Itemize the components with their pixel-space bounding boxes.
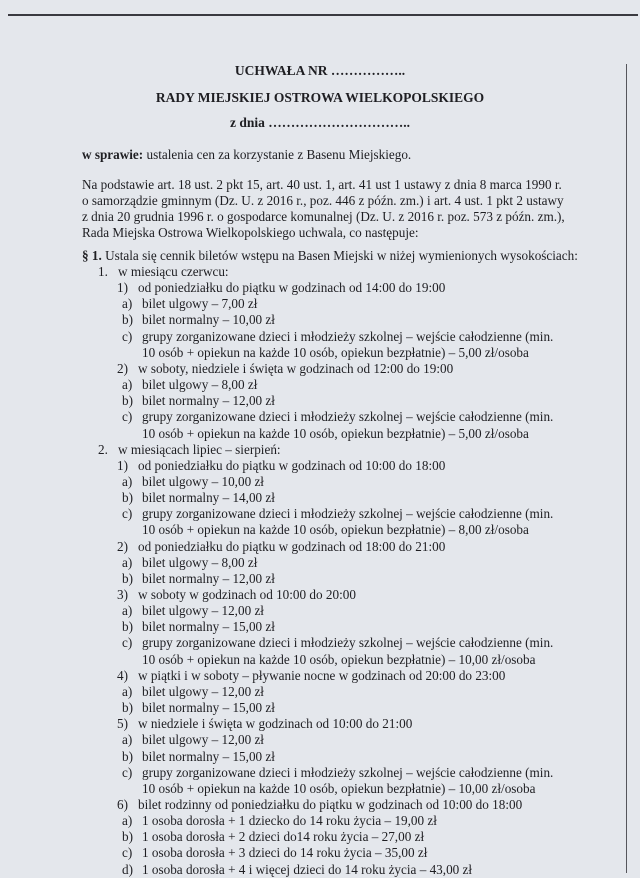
list-item: bilet ulgowy – 10,00 zł	[142, 473, 264, 489]
list-marker: 2)	[117, 538, 128, 554]
list-item: bilet rodzinny od poniedziałku do piątku w godzinach od 10:00 do 18:00	[138, 796, 523, 812]
section-label: § 1.	[82, 248, 102, 263]
list-marker: a)	[122, 473, 133, 489]
list-marker: a)	[122, 554, 133, 570]
list-item: bilet ulgowy – 12,00 zł	[142, 732, 264, 748]
list-item: grupy zorganizowane dzieci i młodzieży szkolnej – wejście całodzienne (min.	[142, 635, 554, 651]
list-marker: a)	[122, 683, 133, 699]
list-marker: b)	[122, 829, 133, 845]
list-marker: b)	[122, 700, 133, 716]
section-1	[82, 248, 578, 264]
list-item: 10 osób + opiekun na każde 10 osób, opiekun bezpłatnie) – 5,00 zł/osoba	[142, 425, 529, 441]
list-item: bilet normalny – 10,00 zł	[142, 312, 275, 328]
list-item: grupy zorganizowane dzieci i młodzieży szkolnej – wejście całodzienne (min.	[142, 409, 554, 425]
list-marker: b)	[122, 570, 133, 586]
list-item: bilet normalny – 15,00 zł	[142, 619, 275, 635]
list-item: grupy zorganizowane dzieci i młodzieży szkolnej – wejście całodzienne (min.	[142, 506, 554, 522]
list-item: bilet ulgowy – 12,00 zł	[142, 683, 264, 699]
list-item: od poniedziałku do piątku w godzinach od 18:00 do 21:00	[138, 538, 446, 554]
list-item: bilet normalny – 12,00 zł	[142, 393, 275, 409]
list-marker: a)	[122, 813, 133, 829]
list-marker: b)	[122, 312, 133, 328]
subject-line	[82, 147, 411, 163]
list-item: bilet normalny – 14,00 zł	[142, 490, 275, 506]
list-marker: 5)	[117, 716, 128, 732]
resolution-title: UCHWAŁA NR ……………..	[234, 63, 406, 78]
list-marker: c)	[122, 635, 133, 651]
list-marker: c)	[122, 328, 133, 344]
preamble-line: z dnia 20 grudnia 1996 r. o gospodarce komunalnej (Dz. U. z 2016 r. poz. 573 z późn. zm.),	[82, 209, 565, 224]
council-name: RADY MIEJSKIEJ OSTROWA WIELKOPOLSKIEGO	[155, 90, 485, 105]
list-item: bilet ulgowy – 8,00 zł	[142, 377, 258, 393]
preamble-line: o samorządzie gminnym (Dz. U. z 2016 r., poz. 446 z późn. zm.) i art. 4 ust. 1 pkt 2 ustawy	[82, 193, 564, 208]
list-marker: 1)	[117, 457, 128, 473]
list-item: w soboty w godzinach od 10:00 do 20:00	[138, 587, 356, 602]
list-item: 1 osoba dorosła + 2 dzieci do14 roku życia – 27,00 zł	[142, 829, 425, 845]
list-marker: 4)	[117, 667, 128, 683]
list-marker: b)	[122, 490, 133, 506]
list-item: od poniedziałku do piątku w godzinach od 10:00 do 18:00	[138, 457, 446, 473]
list-item: 10 osób + opiekun na każde 10 osób, opiekun bezpłatnie) – 10,00 zł/osoba	[142, 651, 536, 667]
list-item: 1 osoba dorosła + 1 dziecko do 14 roku życia – 19,00 zł	[142, 813, 437, 829]
list-marker: c)	[122, 845, 133, 861]
list-item: w miesiącu czerwcu:	[118, 264, 229, 279]
list-marker: a)	[122, 603, 133, 619]
list-marker: c)	[122, 409, 133, 425]
resolution-date: z dnia …………………………..	[229, 115, 410, 130]
list-item: w piątki i w soboty – pływanie nocne w godzinach od 20:00 do 23:00	[138, 667, 506, 683]
list-item: od poniedziałku do piątku w godzinach od 14:00 do 19:00	[138, 280, 446, 296]
section-text: Ustala się cennik biletów wstępu na Basen Miejski w niżej wymienionych wysokościach:	[101, 248, 578, 263]
list-marker: b)	[122, 393, 133, 409]
list-marker: 3)	[117, 587, 128, 602]
list-marker: 6)	[117, 796, 128, 812]
list-item: w miesiącach lipiec – sierpień:	[118, 441, 281, 457]
list-marker: a)	[122, 732, 133, 748]
list-marker: 2)	[117, 360, 128, 376]
list-marker: b)	[122, 748, 133, 764]
list-marker: a)	[122, 377, 133, 393]
list-item: grupy zorganizowane dzieci i młodzieży szkolnej – wejście całodzienne (min.	[142, 764, 554, 780]
list-item: bilet ulgowy – 7,00 zł	[142, 296, 258, 312]
preamble-line: Rada Miejska Ostrowa Wielkopolskiego uchwala, co następuje:	[82, 225, 419, 240]
list-marker: a)	[122, 296, 133, 312]
list-item: 10 osób + opiekun na każde 10 osób, opiekun bezpłatnie) – 5,00 zł/osoba	[142, 344, 529, 360]
list-marker: b)	[122, 619, 133, 635]
list-item: bilet normalny – 15,00 zł	[142, 700, 275, 716]
subject-label: w sprawie:	[82, 147, 144, 162]
list-item: w niedziele i święta w godzinach od 10:00 do 21:00	[138, 716, 413, 732]
preamble-line: Na podstawie art. 18 ust. 2 pkt 15, art. 40 ust. 1, art. 41 ust 1 ustawy z dnia 8 marca 1990 r.	[82, 177, 562, 192]
list-item: 10 osób + opiekun na każde 10 osób, opiekun bezpłatnie) – 10,00 zł/osoba	[142, 780, 536, 796]
list-item: bilet ulgowy – 12,00 zł	[142, 603, 264, 619]
list-item: 1 osoba dorosła + 4 i więcej dzieci do 14 roku życia – 43,00 zł	[142, 861, 473, 877]
list-marker: c)	[122, 506, 133, 522]
subject-text: ustalenia cen za korzystanie z Basenu Miejskiego.	[143, 147, 412, 162]
list-item: bilet normalny – 12,00 zł	[142, 570, 275, 586]
list-item: bilet normalny – 15,00 zł	[142, 748, 275, 764]
list-marker: d)	[122, 861, 133, 877]
side-rule	[626, 64, 627, 873]
list-marker: c)	[122, 764, 133, 780]
list-marker: 2.	[98, 441, 108, 457]
list-item: grupy zorganizowane dzieci i młodzieży szkolnej – wejście całodzienne (min.	[142, 328, 554, 344]
top-rule	[8, 14, 638, 16]
list-marker: 1)	[117, 280, 128, 296]
list-item: 10 osób + opiekun na każde 10 osób, opiekun bezpłatnie) – 8,00 zł/osoba	[142, 522, 529, 538]
list-item: bilet ulgowy – 8,00 zł	[142, 554, 258, 570]
list-item: 1 osoba dorosła + 3 dzieci do 14 roku życia – 35,00 zł	[142, 845, 428, 861]
list-item: w soboty, niedziele i święta w godzinach od 12:00 do 19:00	[138, 360, 454, 376]
list-marker: 1.	[98, 264, 108, 279]
